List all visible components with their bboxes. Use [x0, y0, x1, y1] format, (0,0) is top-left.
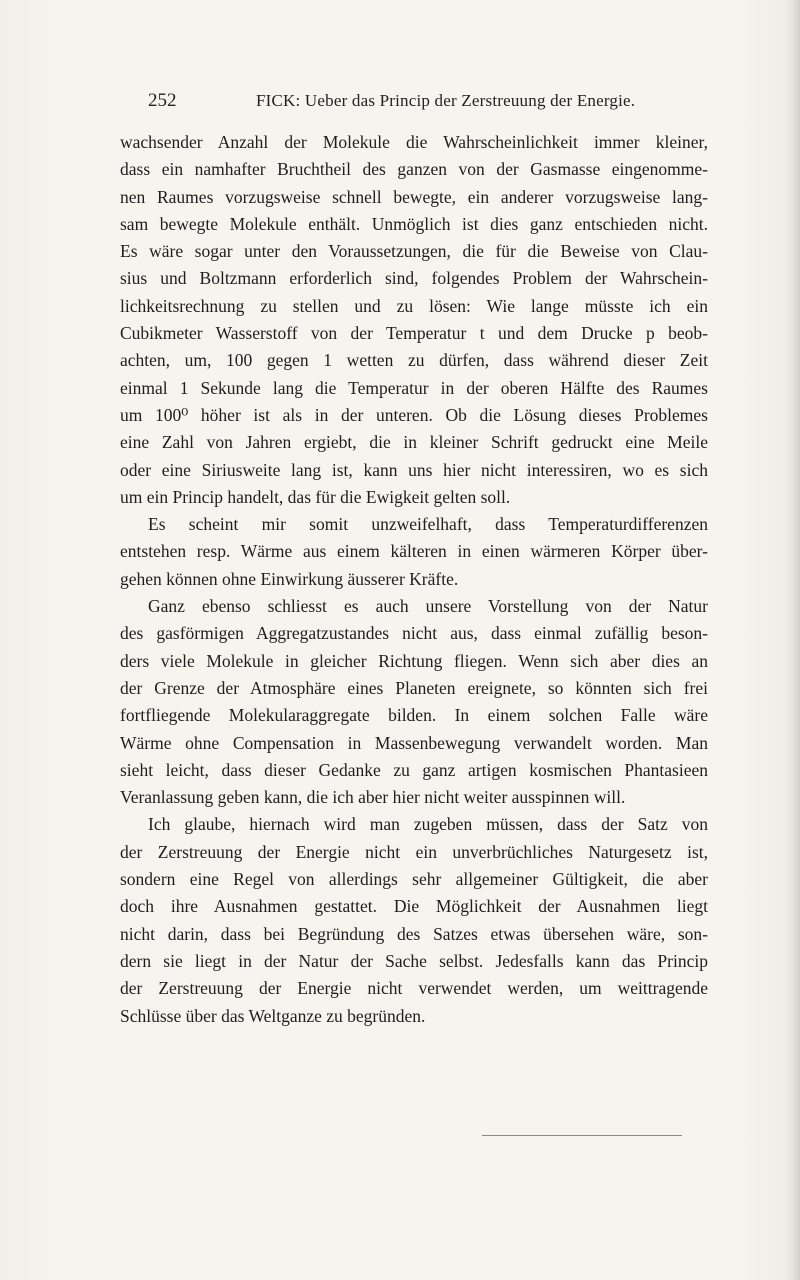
- text-line: ders viele Molekule in gleicher Richtung fliegen. Wenn sich aber dies an: [120, 650, 708, 671]
- text-line: dern sie liegt in der Natur der Sache selbst. Jedesfalls kann das Princip: [120, 950, 708, 971]
- text-line: Schlüsse über das Weltganze zu begründen.: [120, 1005, 426, 1026]
- text-line: um 100⁰ höher ist als in der unteren. Ob die Lösung dieses Problemes: [120, 404, 708, 425]
- text-line: dass ein namhafter Bruchtheil des ganzen von der Gasmasse eingenomme-: [120, 159, 708, 180]
- running-title: FICK: Ueber das Princip der Zerstreuung der Energie.: [256, 91, 636, 110]
- footer-rule: [482, 1135, 682, 1136]
- text-line: der Grenze der Atmosphäre eines Planeten ereignete, so könnten sich frei: [120, 677, 708, 698]
- text-line: wachsender Anzahl der Molekule die Wahrscheinlichkeit immer kleiner,: [120, 132, 708, 152]
- text-line: sam bewegte Molekule enthält. Unmöglich ist dies ganz entschieden nicht.: [120, 213, 708, 234]
- page-number: 252: [148, 90, 177, 111]
- text-line: Ganz ebenso schliesst es auch unsere Vorstellung von der Natur: [148, 596, 708, 617]
- text-line: sius und Boltzmann erforderlich sind, folgendes Problem der Wahrschein-: [120, 268, 708, 289]
- text-line: um ein Princip handelt, das für die Ewigkeit gelten soll.: [120, 486, 511, 507]
- text-line: doch ihre Ausnahmen gestattet. Die Möglichkeit der Ausnahmen liegt: [120, 896, 708, 917]
- text-line: nicht darin, dass bei Begründung des Satzes etwas übersehen wäre, son-: [120, 923, 708, 944]
- text-line: eine Zahl von Jahren ergiebt, die in kleiner Schrift gedruckt eine Meile: [120, 432, 708, 453]
- body-text: [120, 129, 708, 1030]
- text-line: nen Raumes vorzugsweise schnell bewegte, ein anderer vorzugsweise lang-: [120, 186, 708, 207]
- text-line: des gasförmigen Aggregatzustandes nicht aus, dass einmal zufällig beson-: [120, 623, 708, 644]
- text-line: Ich glaube, hiernach wird man zugeben müssen, dass der Satz von: [148, 814, 708, 835]
- text-line: fortfliegende Molekularaggregate bilden. In einem solchen Falle wäre: [120, 705, 708, 726]
- text-line: Es wäre sogar unter den Voraussetzungen, die für die Beweise von Clau-: [120, 241, 708, 262]
- text-line: einmal 1 Sekunde lang die Temperatur in der oberen Hälfte des Raumes: [120, 377, 708, 398]
- text-line: Veranlassung geben kann, die ich aber hier nicht weiter ausspinnen will.: [120, 787, 626, 808]
- text-line: entstehen resp. Wärme aus einem kälteren in einen wärmeren Körper über-: [120, 541, 708, 562]
- page-edge-shadow: [786, 0, 800, 1280]
- text-line: oder eine Siriusweite lang ist, kann uns hier nicht interessiren, wo es sich: [120, 459, 708, 480]
- text-line: achten, um, 100 gegen 1 wetten zu dürfen, dass während dieser Zeit: [120, 350, 708, 371]
- text-line: lichkeitsrechnung zu stellen und zu lösen: Wie lange müsste ich ein: [120, 295, 708, 316]
- text-line: Wärme ohne Compensation in Massenbewegung verwandelt worden. Man: [120, 732, 708, 753]
- text-line: der Zerstreuung der Energie nicht ein unverbrüchliches Naturgesetz ist,: [120, 841, 708, 862]
- text-line: Cubikmeter Wasserstoff von der Temperatur t und dem Drucke p beob-: [120, 323, 708, 344]
- text-line: Es scheint mir somit unzweifelhaft, dass Temperaturdifferenzen: [148, 514, 708, 535]
- running-header: [148, 90, 708, 116]
- text-line: der Zerstreuung der Energie nicht verwendet werden, um weittragende: [120, 978, 708, 999]
- text-line: gehen können ohne Einwirkung äusserer Kräfte.: [120, 568, 459, 589]
- text-line: sieht leicht, dass dieser Gedanke zu ganz artigen kosmischen Phantasieen: [120, 759, 708, 780]
- text-line: sondern eine Regel von allerdings sehr allgemeiner Gültigkeit, die aber: [120, 869, 708, 890]
